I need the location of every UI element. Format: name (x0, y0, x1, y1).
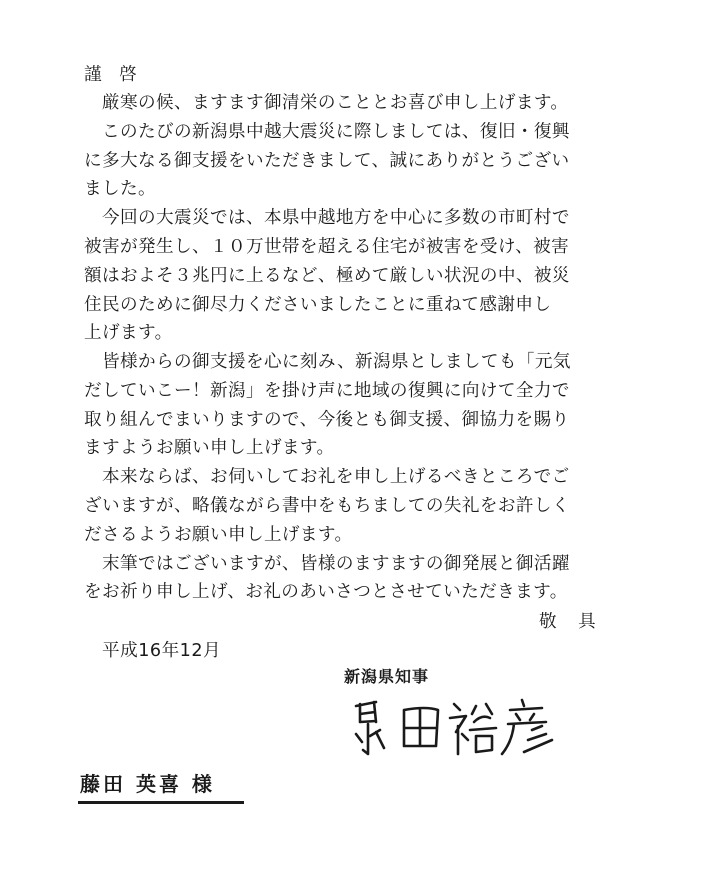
sender-title: 新潟県知事 (344, 667, 430, 686)
handwritten-signature (346, 692, 566, 762)
body-line: 被害が発生し、１０万世帯を超える住宅が被害を受け、被害 (84, 237, 570, 257)
body-line: ざいますが、略儀ながら書中をもちましての失礼をお許しく (84, 496, 570, 516)
body-line: に多大なる御支援をいただきまして、誠にありがとうござい (84, 151, 570, 171)
body-line: 厳寒の候、ますます御清栄のこととお喜び申し上げます。 (84, 93, 569, 113)
body-line: このたびの新潟県中越大震災に際しましては、復旧・復興 (84, 122, 570, 142)
body-line: 取り組んでまいりますので、今後とも御支援、御協力を賜り (84, 410, 570, 430)
body-line: ださるようお願い申し上げます。 (84, 525, 353, 545)
salutation: 謹 啓 (84, 65, 143, 85)
body-line: 末筆ではございますが、皆様のますますの御発展と御活躍 (84, 554, 570, 574)
letter-date: 平成16年12月 (102, 641, 222, 661)
body-line: 今回の大震災では、本県中越地方を中心に多数の市町村で (84, 208, 570, 228)
body-line: 本来ならば、お伺いしてお礼を申し上げるべきところでご (84, 467, 570, 487)
body-line: 上げます。 (84, 323, 173, 343)
body-line: 住民のために御尽力くださいましたことに重ねて感謝申し (84, 295, 552, 315)
body-line: ました。 (84, 179, 156, 199)
closing-phrase: 敬 具 (539, 612, 604, 632)
body-line: ますようお願い申し上げます。 (84, 438, 335, 458)
recipient-name: 藤田 英喜 様 (80, 772, 215, 796)
recipient-underline (78, 801, 244, 804)
body-line: をお祈り申し上げ、お礼のあいさつとさせていただきます。 (84, 582, 568, 602)
body-line: だしていこー！新潟」を掛け声に地域の復興に向けて全力で (84, 381, 570, 401)
body-line: 額はおよそ３兆円に上るなど、極めて厳しい状況の中、被災 (84, 266, 570, 286)
body-line: 皆様からの御支援を心に刻み、新潟県としましても「元気 (84, 352, 571, 372)
